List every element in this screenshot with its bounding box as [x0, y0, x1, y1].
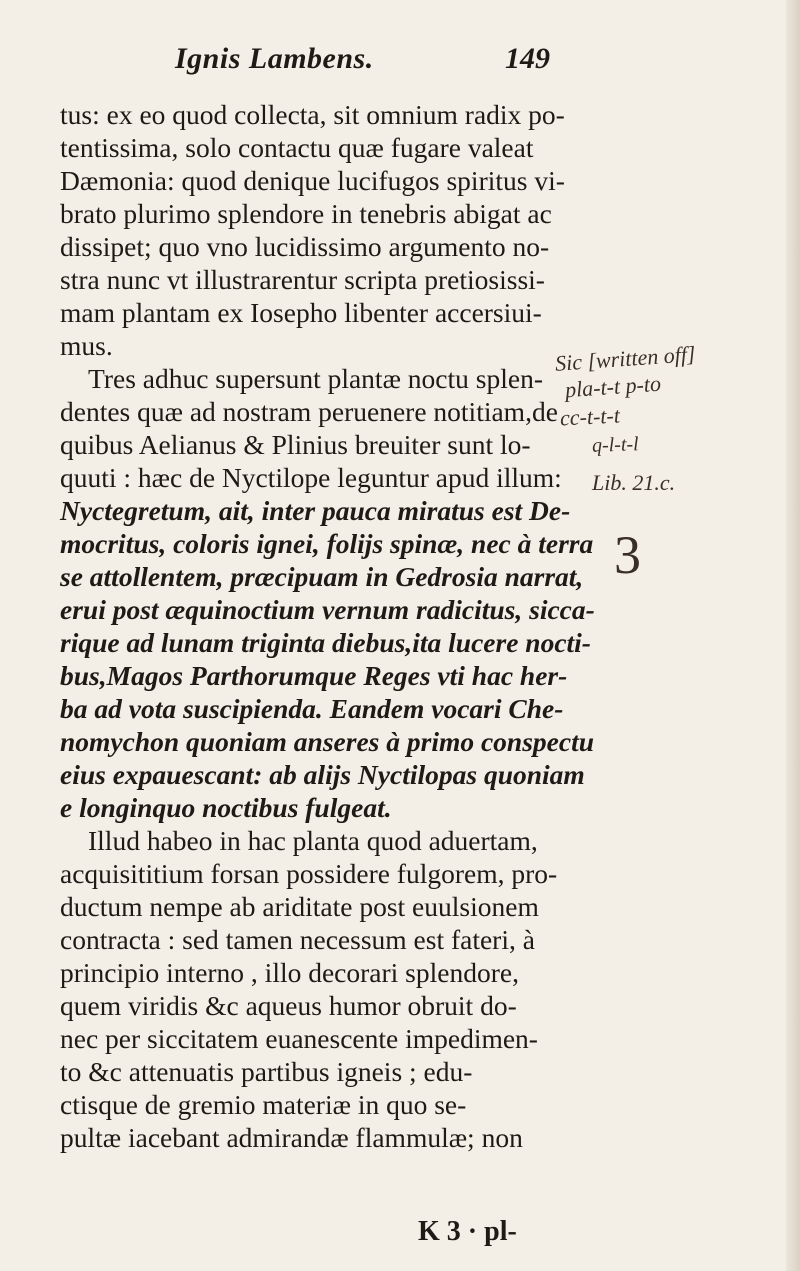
text-line: to &c attenuatis partibus igneis ; edu- [60, 1056, 473, 1087]
text-line: nec per siccitatem euanescente impedimen- [60, 1023, 538, 1054]
quote-line: bus,Magos Parthorumque Reges vti hac her- [60, 660, 568, 691]
quote-line: nomychon quoniam anseres à primo conspectu [60, 726, 595, 757]
signature-line: K 3 · pl- [418, 1216, 517, 1247]
text-line: ductum nempe ab ariditate post euulsionem [60, 891, 539, 922]
text-line: Illud habeo in hac planta quod aduertam, [88, 825, 538, 856]
page-number: 149 [505, 42, 550, 75]
text-line: contracta : sed tamen necessum est fateri, à [60, 924, 535, 955]
quote-line: e longinquo noctibus fulgeat. [60, 792, 392, 823]
text-line: dissipet; quo vno lucidissimo argumento no- [60, 231, 550, 262]
handwritten-note: pla-t-t p-to [564, 370, 662, 403]
text-line: Tres adhuc supersunt plantæ noctu splen- [88, 363, 543, 394]
running-head: Ignis Lambens. [175, 42, 374, 75]
text-line: brato plurimo splendore in tenebris abigat ac [60, 198, 552, 229]
text-line: quuti : hæc de Nyctilope leguntur apud illum: [60, 462, 562, 493]
handwritten-note: q-l-t-l [591, 433, 640, 457]
quote-line: se attollentem, præcipuam in Gedrosia narrat, [60, 561, 584, 592]
quote-line: eius expauescant: ab alijs Nyctilopas quoniam [60, 759, 585, 790]
page-gutter [786, 0, 800, 1271]
quote-line: mocritus, coloris ignei, folijs spinæ, nec à terra [60, 528, 594, 559]
text-line: tentissima, solo contactu quæ fugare valeat [60, 132, 534, 163]
text-line: tus: ex eo quod collecta, sit omnium radix po- [60, 99, 565, 130]
text-line: mam plantam ex Iosepho libenter accersiui- [60, 297, 542, 328]
margin-reference: Lib. 21.c. [592, 470, 676, 495]
text-line: quem viridis &c aqueus humor obruit do- [60, 990, 517, 1021]
handwritten-note: Sic [written off] [554, 341, 697, 376]
quote-line: ba ad vota suscipienda. Eandem vocari Che- [60, 693, 564, 724]
text-line: pultæ iacebant admirandæ flammulæ; non [60, 1122, 523, 1153]
text-line: dentes quæ ad nostram peruenere notitiam,de [60, 396, 558, 427]
quote-line: rique ad lunam triginta diebus,ita lucere nocti- [60, 627, 591, 658]
text-line: mus. [60, 330, 113, 361]
page-header [0, 38, 800, 88]
text-line: ctisque de gremio materiæ in quo se- [60, 1089, 467, 1120]
quote-line: Nyctegretum, ait, inter pauca miratus est De- [60, 495, 571, 526]
quote-line: erui post æquinoctium vernum radicitus, sicca- [60, 594, 595, 625]
text-line: principio interno , illo decorari splendore, [60, 957, 519, 988]
handwritten-number: 3 [614, 525, 641, 585]
text-line: acquisititium forsan possidere fulgorem, pro- [60, 858, 558, 889]
text-line: stra nunc vt illustrarentur scripta pretiosissi- [60, 264, 545, 295]
text-line: Dæmonia: quod denique lucifugos spiritus vi- [60, 165, 565, 196]
handwritten-note: cc-t-t-t [559, 402, 621, 431]
text-line: quibus Aelianus & Plinius breuiter sunt lo- [60, 429, 531, 460]
